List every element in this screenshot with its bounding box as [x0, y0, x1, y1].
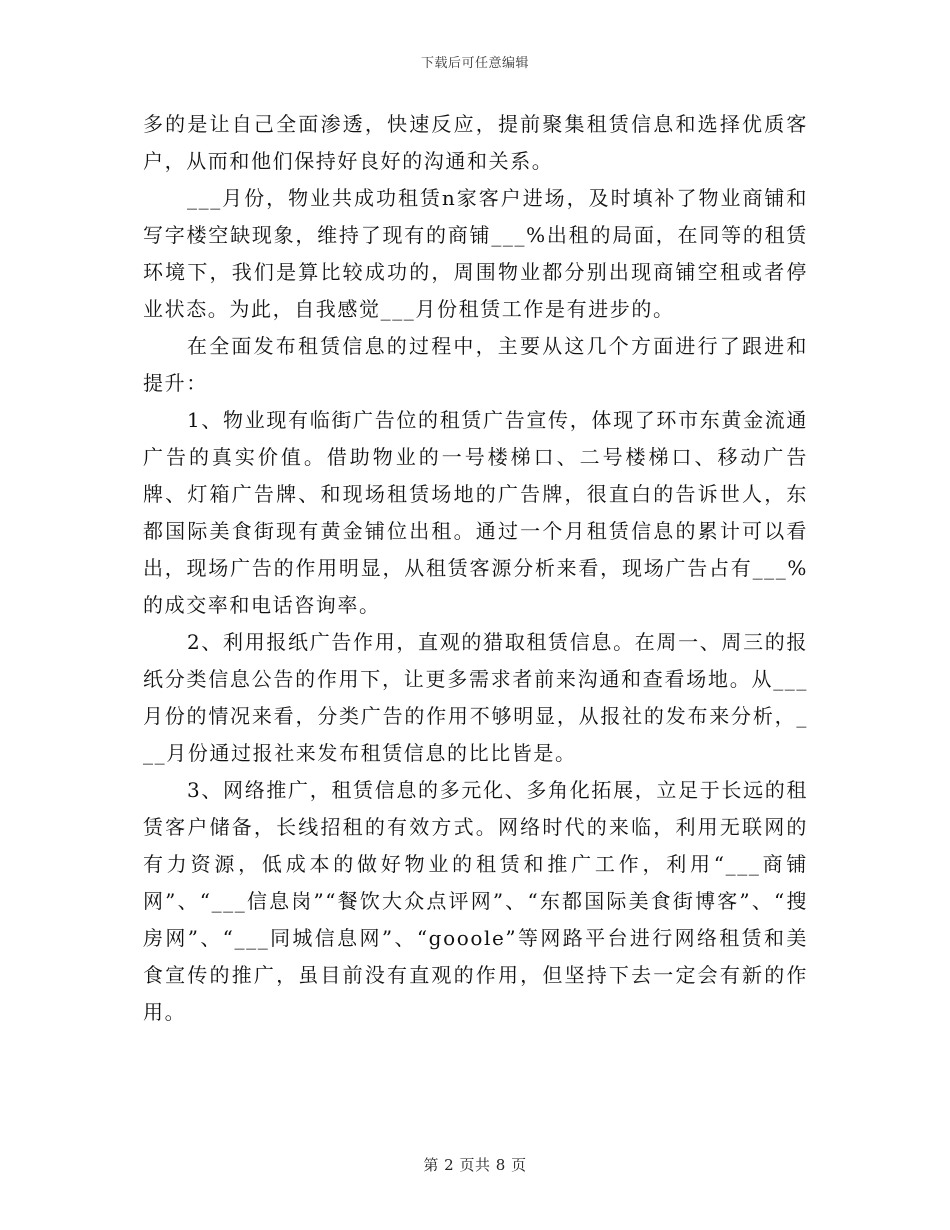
paragraph-point-3-online-promotion: 3、网络推广，租赁信息的多元化、多角化拓展，立足于长远的租赁客户储备，长线招租的有效方式。网络时代的来临，利用无联网的有力资源，低成本的做好物业的租赁和推广工作，利用“___商铺网”、“___信息岗”“餐饮大众点评网”、“东都国际美食街博客”、“搜房网”、“___同城信息网”、“gooole”等网路平台进行网络租赁和美食宣传的推广，虽目前没有直观的作用，但坚持下去一定会有新的作用。: [143, 778, 808, 1024]
paragraph-leasing-summary: ___月份，物业共成功租赁n家客户进场，及时填补了物业商铺和写字楼空缺现象，维持了现有的商铺___%出租的局面，在同等的租赁环境下，我们是算比较成功的，周围物业都分别出现商铺空租或者停业状态。为此，自我感觉___月份租赁工作是有进步的。: [143, 186, 808, 321]
paragraph-point-1-street-ads: 1、物业现有临街广告位的租赁广告宣传，体现了环市东黄金流通广告的真实价值。借助物业的一号楼梯口、二号楼梯口、移动广告牌、灯箱广告牌、和现场租赁场地的广告牌，很直白的告诉世人，东都国际美食街现有黄金铺位出租。通过一个月租赁信息的累计可以看出，现场广告的作用明显，从租赁客源分析来看，现场广告占有___%的成交率和电话咨询率。: [143, 408, 808, 617]
document-body: [143, 106, 808, 1031]
paragraph-point-2-newspaper-ads: 2、利用报纸广告作用，直观的猎取租赁信息。在周一、周三的报纸分类信息公告的作用下，让更多需求者前来沟通和查看场地。从___月份的情况来看，分类广告的作用不够明显，从报社的发布来分析，___月份通过报社来发布租赁信息的比比皆是。: [143, 630, 808, 765]
paragraph-intro-continuation: 多的是让自己全面渗透，快速反应，提前聚集租赁信息和选择优质客户，从而和他们保持好良好的沟通和关系。: [143, 112, 808, 173]
page-number-footer: 第 2 页共 8 页: [423, 1156, 527, 1174]
page-header: 下载后可任意编辑: [420, 56, 529, 71]
paragraph-followup-intro: 在全面发布租赁信息的过程中，主要从这几个方面进行了跟进和提升：: [143, 334, 808, 395]
